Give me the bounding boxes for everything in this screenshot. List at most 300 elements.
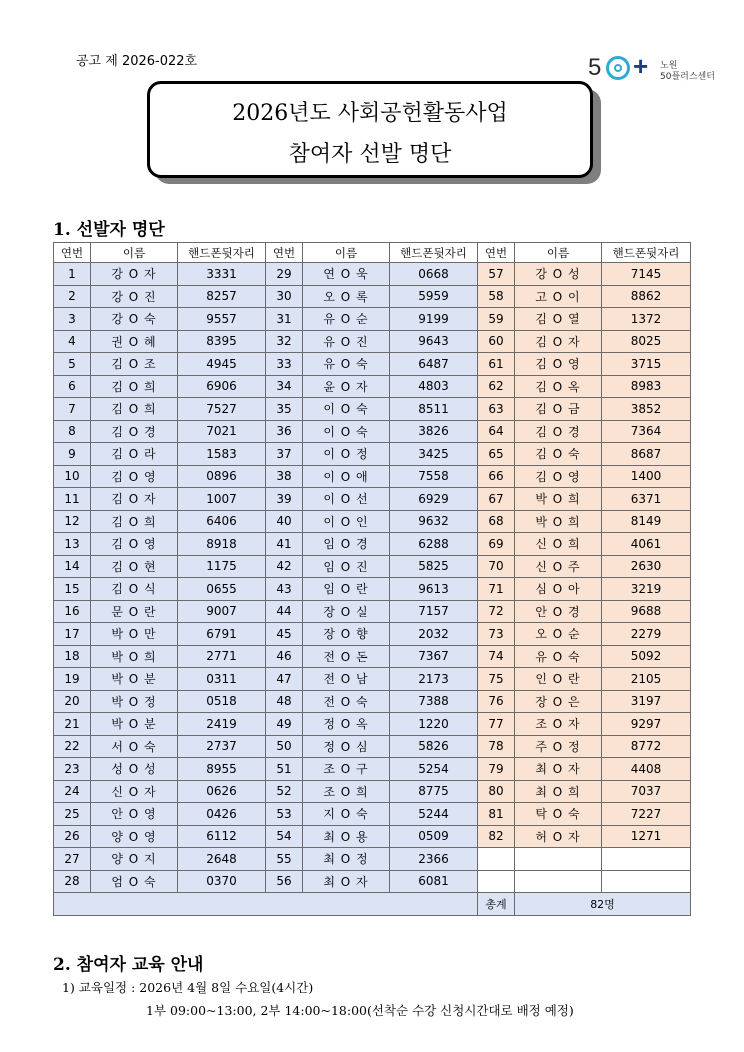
cell-no: 78: [478, 735, 515, 758]
cell-phone: 4945: [178, 353, 266, 376]
cell-phone: 5244: [390, 803, 478, 826]
cell-name: 오 O 순: [515, 623, 602, 646]
cell-no: 42: [266, 555, 303, 578]
cell-name: 유 O 순: [303, 308, 390, 331]
table-row: [54, 420, 691, 443]
table-row: [54, 443, 691, 466]
total-spacer: [54, 893, 478, 916]
cell-no: 46: [266, 645, 303, 668]
education-sessions: 1부 09:00~13:00, 2부 14:00~18:00(선착순 수강 신청시간대로 배정 예정): [146, 1003, 574, 1018]
table-row: [54, 330, 691, 353]
cell-no: 33: [266, 353, 303, 376]
cell-no: 72: [478, 600, 515, 623]
cell-phone: 2032: [390, 623, 478, 646]
title-line-1: 2026년도 사회공헌활동사업: [232, 101, 508, 126]
cell-no: 66: [478, 465, 515, 488]
cell-name: 인 O 란: [515, 668, 602, 691]
title-line-2: 참여자 선발 명단: [288, 142, 452, 167]
col-header-no-1: 연번: [54, 243, 91, 263]
col-header-name-1: 이름: [91, 243, 178, 263]
table-row: [54, 870, 691, 893]
cell-phone: 1007: [178, 488, 266, 511]
cell-no: 41: [266, 533, 303, 556]
cell-no: 57: [478, 263, 515, 286]
cell-no: 38: [266, 465, 303, 488]
cell-phone: 6906: [178, 375, 266, 398]
cell-phone: 9007: [178, 600, 266, 623]
cell-phone: 1271: [602, 825, 691, 848]
cell-no: 1: [54, 263, 91, 286]
cell-name: 정 O 심: [303, 735, 390, 758]
cell-name: [515, 848, 602, 871]
cell-phone: 0655: [178, 578, 266, 601]
table-row: [54, 645, 691, 668]
cell-name: 지 O 숙: [303, 803, 390, 826]
cell-name: 최 O 정: [303, 848, 390, 871]
cell-name: 강 O 성: [515, 263, 602, 286]
cell-phone: 8775: [390, 780, 478, 803]
cell-name: 고 O 이: [515, 285, 602, 308]
cell-name: 김 O 조: [91, 353, 178, 376]
cell-no: 58: [478, 285, 515, 308]
cell-no: 26: [54, 825, 91, 848]
cell-no: 63: [478, 398, 515, 421]
cell-name: 김 O 금: [515, 398, 602, 421]
cell-phone: 2771: [178, 645, 266, 668]
table-row: [54, 623, 691, 646]
title-box: [147, 81, 593, 178]
cell-name: 양 O 지: [91, 848, 178, 871]
cell-name: 강 O 자: [91, 263, 178, 286]
cell-name: 박 O 희: [515, 488, 602, 511]
cell-phone: [602, 870, 691, 893]
table-row: [54, 668, 691, 691]
cell-no: 45: [266, 623, 303, 646]
cell-name: 주 O 정: [515, 735, 602, 758]
cell-name: 조 O 구: [303, 758, 390, 781]
cell-no: 74: [478, 645, 515, 668]
cell-phone: 8955: [178, 758, 266, 781]
cell-name: 이 O 정: [303, 443, 390, 466]
cell-name: 김 O 자: [91, 488, 178, 511]
cell-name: [515, 870, 602, 893]
table-row: [54, 555, 691, 578]
cell-name: 오 O 록: [303, 285, 390, 308]
cell-name: 정 O 옥: [303, 713, 390, 736]
cell-phone: 9688: [602, 600, 691, 623]
cell-phone: 0311: [178, 668, 266, 691]
cell-phone: 3331: [178, 263, 266, 286]
cell-no: 9: [54, 443, 91, 466]
table-row: [54, 285, 691, 308]
cell-no: 29: [266, 263, 303, 286]
cell-phone: 1372: [602, 308, 691, 331]
cell-no: 31: [266, 308, 303, 331]
cell-phone: 2105: [602, 668, 691, 691]
cell-name: 이 O 숙: [303, 420, 390, 443]
table-row: [54, 600, 691, 623]
table-row: [54, 758, 691, 781]
cell-no: 80: [478, 780, 515, 803]
cell-name: 임 O 란: [303, 578, 390, 601]
cell-name: 신 O 주: [515, 555, 602, 578]
cell-phone: 0668: [390, 263, 478, 286]
cell-phone: 7558: [390, 465, 478, 488]
cell-no: 32: [266, 330, 303, 353]
cell-no: 64: [478, 420, 515, 443]
cell-no: 18: [54, 645, 91, 668]
cell-name: 김 O 희: [91, 510, 178, 533]
cell-phone: 8918: [178, 533, 266, 556]
cell-phone: 7388: [390, 690, 478, 713]
cell-phone: 6112: [178, 825, 266, 848]
cell-name: 김 O 영: [91, 465, 178, 488]
education-schedule: 1) 교육일정 : 2026년 4월 8일 수요일(4시간): [62, 980, 314, 995]
cell-phone: 2630: [602, 555, 691, 578]
logo-text-district: 노원: [660, 61, 678, 71]
table-row: [54, 578, 691, 601]
cell-no: 53: [266, 803, 303, 826]
total-label: 총계: [478, 893, 515, 916]
cell-phone: 3197: [602, 690, 691, 713]
cell-name: 서 O 숙: [91, 735, 178, 758]
cell-no: 4: [54, 330, 91, 353]
cell-phone: 8149: [602, 510, 691, 533]
cell-phone: 7021: [178, 420, 266, 443]
logo-text-center: 50플러스센터: [660, 72, 715, 82]
table-header-row: [54, 243, 691, 263]
col-header-phone-3: 핸드폰뒷자리: [602, 243, 691, 263]
cell-name: 전 O 숙: [303, 690, 390, 713]
cell-no: 79: [478, 758, 515, 781]
cell-name: 김 O 열: [515, 308, 602, 331]
cell-phone: 6371: [602, 488, 691, 511]
cell-phone: 7157: [390, 600, 478, 623]
cell-name: 이 O 숙: [303, 398, 390, 421]
table-row: [54, 308, 691, 331]
cell-phone: 8983: [602, 375, 691, 398]
cell-no: 12: [54, 510, 91, 533]
cell-no: 47: [266, 668, 303, 691]
cell-no: 54: [266, 825, 303, 848]
cell-no: 49: [266, 713, 303, 736]
cell-no: 34: [266, 375, 303, 398]
cell-name: 안 O 영: [91, 803, 178, 826]
table-row: [54, 848, 691, 871]
cell-name: 김 O 희: [91, 398, 178, 421]
cell-phone: 6081: [390, 870, 478, 893]
cell-no: 19: [54, 668, 91, 691]
cell-phone: 0426: [178, 803, 266, 826]
cell-phone: 0896: [178, 465, 266, 488]
cell-phone: 6791: [178, 623, 266, 646]
cell-phone: 2173: [390, 668, 478, 691]
table-row: [54, 713, 691, 736]
cell-no: 6: [54, 375, 91, 398]
cell-no: 48: [266, 690, 303, 713]
cell-no: 82: [478, 825, 515, 848]
cell-name: 성 O 성: [91, 758, 178, 781]
cell-name: 김 O 옥: [515, 375, 602, 398]
cell-no: [478, 848, 515, 871]
cell-name: 김 O 숙: [515, 443, 602, 466]
cell-name: 김 O 영: [515, 353, 602, 376]
cell-phone: 8395: [178, 330, 266, 353]
cell-phone: [602, 848, 691, 871]
cell-no: 67: [478, 488, 515, 511]
cell-name: 김 O 경: [91, 420, 178, 443]
cell-no: 16: [54, 600, 91, 623]
cell-name: 김 O 희: [91, 375, 178, 398]
cell-no: 8: [54, 420, 91, 443]
total-value: 82명: [515, 893, 691, 916]
cell-phone: 7527: [178, 398, 266, 421]
cell-no: 59: [478, 308, 515, 331]
cell-phone: 5092: [602, 645, 691, 668]
cell-no: 51: [266, 758, 303, 781]
cell-name: 장 O 향: [303, 623, 390, 646]
cell-no: 3: [54, 308, 91, 331]
cell-no: 15: [54, 578, 91, 601]
cell-phone: 9613: [390, 578, 478, 601]
cell-name: 최 O 자: [515, 758, 602, 781]
cell-phone: 2648: [178, 848, 266, 871]
cell-no: 39: [266, 488, 303, 511]
cell-name: 문 O 란: [91, 600, 178, 623]
cell-name: 유 O 진: [303, 330, 390, 353]
cell-phone: 8862: [602, 285, 691, 308]
cell-name: 전 O 남: [303, 668, 390, 691]
cell-name: 허 O 자: [515, 825, 602, 848]
cell-no: 56: [266, 870, 303, 893]
table-row: [54, 825, 691, 848]
cell-phone: 4061: [602, 533, 691, 556]
cell-name: 조 O 희: [303, 780, 390, 803]
cell-no: 30: [266, 285, 303, 308]
table-row: [54, 690, 691, 713]
cell-phone: 7227: [602, 803, 691, 826]
cell-phone: 4408: [602, 758, 691, 781]
col-header-no-2: 연번: [266, 243, 303, 263]
cell-phone: 8772: [602, 735, 691, 758]
cell-name: 이 O 선: [303, 488, 390, 511]
logo-ring-icon: [606, 56, 630, 80]
cell-no: 11: [54, 488, 91, 511]
cell-no: 43: [266, 578, 303, 601]
cell-no: 35: [266, 398, 303, 421]
cell-name: 김 O 자: [515, 330, 602, 353]
table-row: [54, 803, 691, 826]
cell-no: 28: [54, 870, 91, 893]
cell-no: 7: [54, 398, 91, 421]
cell-phone: 5825: [390, 555, 478, 578]
cell-name: 박 O 정: [91, 690, 178, 713]
cell-no: 40: [266, 510, 303, 533]
cell-name: 유 O 숙: [303, 353, 390, 376]
cell-no: 14: [54, 555, 91, 578]
cell-no: 37: [266, 443, 303, 466]
cell-phone: 4803: [390, 375, 478, 398]
cell-name: 전 O 돈: [303, 645, 390, 668]
cell-name: 임 O 진: [303, 555, 390, 578]
table-row: [54, 263, 691, 286]
cell-no: 44: [266, 600, 303, 623]
cell-name: 권 O 혜: [91, 330, 178, 353]
table-row: [54, 735, 691, 758]
col-header-no-3: 연번: [478, 243, 515, 263]
cell-phone: 3715: [602, 353, 691, 376]
cell-name: 김 O 경: [515, 420, 602, 443]
cell-phone: 2279: [602, 623, 691, 646]
table-row: [54, 510, 691, 533]
cell-no: 50: [266, 735, 303, 758]
col-header-phone-2: 핸드폰뒷자리: [390, 243, 478, 263]
cell-phone: 7145: [602, 263, 691, 286]
cell-no: 13: [54, 533, 91, 556]
cell-name: 김 O 식: [91, 578, 178, 601]
cell-phone: 6288: [390, 533, 478, 556]
cell-no: 17: [54, 623, 91, 646]
cell-name: 강 O 숙: [91, 308, 178, 331]
cell-phone: 5826: [390, 735, 478, 758]
cell-no: 10: [54, 465, 91, 488]
cell-name: 최 O 용: [303, 825, 390, 848]
cell-no: 68: [478, 510, 515, 533]
cell-name: 박 O 만: [91, 623, 178, 646]
col-header-name-2: 이름: [303, 243, 390, 263]
cell-name: 양 O 영: [91, 825, 178, 848]
table-row: [54, 353, 691, 376]
cell-phone: 2419: [178, 713, 266, 736]
cell-name: 박 O 분: [91, 668, 178, 691]
cell-no: 5: [54, 353, 91, 376]
cell-name: 유 O 숙: [515, 645, 602, 668]
cell-phone: 6406: [178, 510, 266, 533]
cell-no: 2: [54, 285, 91, 308]
cell-phone: 2366: [390, 848, 478, 871]
cell-no: 70: [478, 555, 515, 578]
table-row: [54, 465, 691, 488]
cell-phone: 8257: [178, 285, 266, 308]
cell-phone: 1220: [390, 713, 478, 736]
cell-no: 27: [54, 848, 91, 871]
cell-no: 20: [54, 690, 91, 713]
cell-no: 71: [478, 578, 515, 601]
table-row: [54, 398, 691, 421]
cell-name: 박 O 희: [91, 645, 178, 668]
cell-phone: 3826: [390, 420, 478, 443]
cell-name: 박 O 분: [91, 713, 178, 736]
cell-phone: 7364: [602, 420, 691, 443]
cell-name: 엄 O 숙: [91, 870, 178, 893]
cell-name: 최 O 자: [303, 870, 390, 893]
cell-phone: 0370: [178, 870, 266, 893]
cell-phone: 8687: [602, 443, 691, 466]
logo-number: 5: [588, 54, 602, 81]
cell-name: 장 O 실: [303, 600, 390, 623]
total-row: [54, 893, 691, 916]
cell-phone: 2737: [178, 735, 266, 758]
cell-no: 76: [478, 690, 515, 713]
cell-name: 김 O 영: [515, 465, 602, 488]
cell-name: 최 O 희: [515, 780, 602, 803]
cell-no: 62: [478, 375, 515, 398]
cell-no: 52: [266, 780, 303, 803]
cell-phone: 9643: [390, 330, 478, 353]
cell-no: 36: [266, 420, 303, 443]
col-header-name-3: 이름: [515, 243, 602, 263]
cell-phone: 5254: [390, 758, 478, 781]
cell-name: 이 O 애: [303, 465, 390, 488]
cell-no: [478, 870, 515, 893]
cell-name: 심 O 아: [515, 578, 602, 601]
cell-phone: 9557: [178, 308, 266, 331]
cell-name: 신 O 자: [91, 780, 178, 803]
cell-phone: 6929: [390, 488, 478, 511]
cell-no: 25: [54, 803, 91, 826]
cell-phone: 9632: [390, 510, 478, 533]
cell-no: 23: [54, 758, 91, 781]
cell-phone: 3425: [390, 443, 478, 466]
cell-name: 김 O 현: [91, 555, 178, 578]
cell-name: 김 O 라: [91, 443, 178, 466]
cell-phone: 3219: [602, 578, 691, 601]
cell-phone: 9297: [602, 713, 691, 736]
section-1-heading: 1. 선발자 명단: [53, 220, 165, 240]
section-2-heading: 2. 참여자 교육 안내: [53, 955, 204, 975]
cell-no: 73: [478, 623, 515, 646]
cell-name: 조 O 자: [515, 713, 602, 736]
cell-no: 55: [266, 848, 303, 871]
cell-phone: 0509: [390, 825, 478, 848]
table-row: [54, 375, 691, 398]
cell-no: 75: [478, 668, 515, 691]
cell-name: 탁 O 숙: [515, 803, 602, 826]
cell-no: 81: [478, 803, 515, 826]
cell-name: 안 O 경: [515, 600, 602, 623]
table-row: [54, 488, 691, 511]
cell-phone: 8511: [390, 398, 478, 421]
table-row: [54, 533, 691, 556]
cell-phone: 5959: [390, 285, 478, 308]
cell-no: 61: [478, 353, 515, 376]
cell-name: 윤 O 자: [303, 375, 390, 398]
cell-phone: 0518: [178, 690, 266, 713]
cell-phone: 3852: [602, 398, 691, 421]
cell-name: 강 O 진: [91, 285, 178, 308]
center-logo: [588, 52, 738, 86]
cell-name: 박 O 희: [515, 510, 602, 533]
cell-no: 60: [478, 330, 515, 353]
cell-phone: 1400: [602, 465, 691, 488]
cell-name: 김 O 영: [91, 533, 178, 556]
logo-plus-icon: +: [633, 51, 649, 81]
cell-no: 69: [478, 533, 515, 556]
cell-name: 이 O 인: [303, 510, 390, 533]
participant-table: [53, 242, 691, 916]
cell-name: 연 O 욱: [303, 263, 390, 286]
cell-name: 장 O 은: [515, 690, 602, 713]
cell-phone: 7367: [390, 645, 478, 668]
cell-phone: 1175: [178, 555, 266, 578]
cell-no: 65: [478, 443, 515, 466]
col-header-phone-1: 핸드폰뒷자리: [178, 243, 266, 263]
table-row: [54, 780, 691, 803]
cell-no: 21: [54, 713, 91, 736]
cell-phone: 9199: [390, 308, 478, 331]
cell-phone: 7037: [602, 780, 691, 803]
cell-name: 임 O 경: [303, 533, 390, 556]
